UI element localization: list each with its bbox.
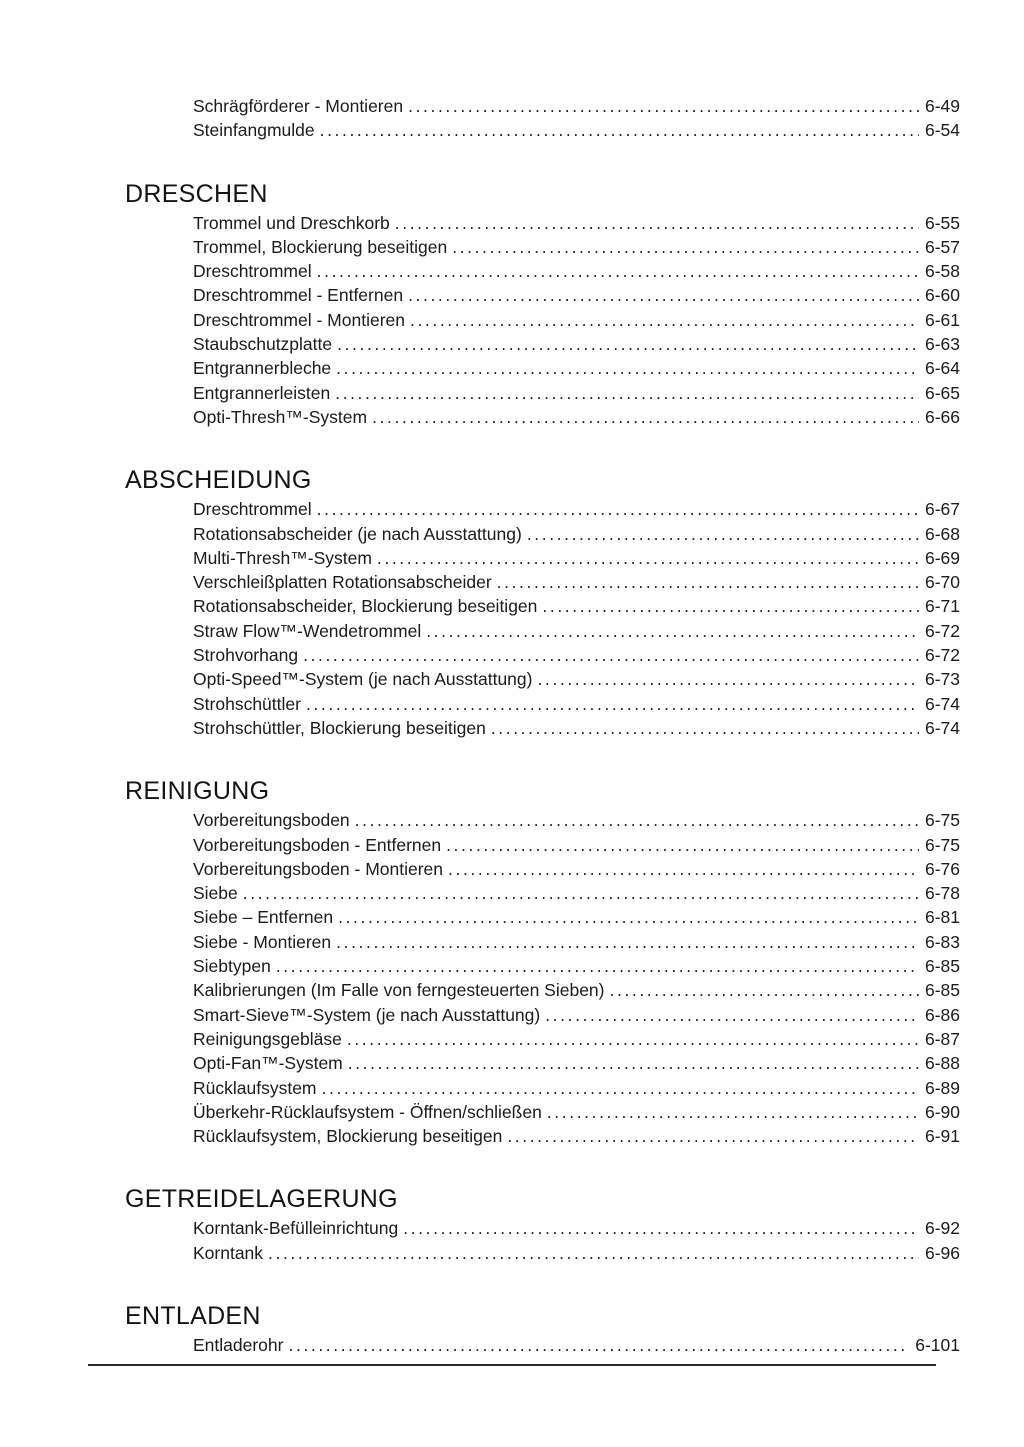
toc-entry xyxy=(193,211,960,235)
entry-label: Korntank xyxy=(193,1242,264,1263)
entry-page-number: 6-66 xyxy=(924,406,960,427)
entry-page-number: 6-60 xyxy=(924,285,960,306)
entry-label: Vorbereitungsboden - Montieren xyxy=(193,858,444,879)
entry-label: Überkehr-Rücklaufsystem - Öffnen/schließen xyxy=(193,1101,542,1122)
entry-page-number: 6-63 xyxy=(924,334,960,355)
entry-label: Trommel, Blockierung beseitigen xyxy=(193,236,448,257)
toc-section-reinigung xyxy=(125,776,960,1148)
dot-leader xyxy=(507,1124,919,1148)
dot-leader xyxy=(408,94,919,118)
toc-entry xyxy=(193,308,960,332)
toc-section-continued xyxy=(125,94,960,143)
toc-entry xyxy=(193,857,960,881)
entry-label: Siebtypen xyxy=(193,956,271,977)
entry-label: Verschleißplatten Rotationsabscheider xyxy=(193,572,492,593)
section-entries xyxy=(193,94,960,143)
entry-label: Siebe xyxy=(193,883,238,904)
toc-entry xyxy=(193,594,960,618)
dot-leader xyxy=(276,954,919,978)
entry-label: Strohschüttler xyxy=(193,693,301,714)
entry-label: Staubschutzplatte xyxy=(193,334,333,355)
toc-entry xyxy=(193,716,960,740)
entry-label: Vorbereitungsboden - Entfernen xyxy=(193,834,442,855)
entry-label: Entgrannerleisten xyxy=(193,382,331,403)
entry-label: Vorbereitungsboden xyxy=(193,810,350,831)
dot-leader xyxy=(317,497,919,521)
entry-page-number: 6-57 xyxy=(924,236,960,257)
entry-page-number: 6-54 xyxy=(924,120,960,141)
entry-page-number: 6-87 xyxy=(924,1028,960,1049)
dot-leader xyxy=(348,1051,919,1075)
dot-leader xyxy=(609,978,918,1002)
toc-entry xyxy=(193,808,960,832)
toc-entry xyxy=(193,235,960,259)
dot-leader xyxy=(408,283,919,307)
entry-page-number: 6-85 xyxy=(924,980,960,1001)
entry-page-number: 6-90 xyxy=(924,1101,960,1122)
entry-page-number: 6-83 xyxy=(924,931,960,952)
entry-page-number: 6-89 xyxy=(924,1077,960,1098)
entry-page-number: 6-75 xyxy=(924,834,960,855)
toc-entry xyxy=(193,833,960,857)
dot-leader xyxy=(491,716,919,740)
entry-page-number: 6-64 xyxy=(924,358,960,379)
entry-page-number: 6-74 xyxy=(924,717,960,738)
toc-entry xyxy=(193,118,960,142)
entry-label: Rücklaufsystem, Blockierung beseitigen xyxy=(193,1126,503,1147)
entry-label: Siebe - Montieren xyxy=(193,931,332,952)
entry-page-number: 6-81 xyxy=(924,907,960,928)
entry-page-number: 6-91 xyxy=(924,1126,960,1147)
entry-page-number: 6-96 xyxy=(924,1242,960,1263)
dot-leader xyxy=(545,1003,919,1027)
entry-label: Multi-Thresh™-System xyxy=(193,547,372,568)
dot-leader xyxy=(288,1333,909,1357)
section-title: ENTLADEN xyxy=(125,1301,261,1330)
section-title: ABSCHEIDUNG xyxy=(125,466,312,495)
dot-leader xyxy=(426,619,919,643)
dot-leader xyxy=(322,1076,919,1100)
entry-page-number: 6-71 xyxy=(924,596,960,617)
toc-entry xyxy=(193,1216,960,1240)
entry-label: Entladerohr xyxy=(193,1334,284,1355)
toc-entry xyxy=(193,1051,960,1075)
entry-label: Rotationsabscheider (je nach Ausstattung) xyxy=(193,523,522,544)
dot-leader xyxy=(347,1027,919,1051)
entry-label: Strohvorhang xyxy=(193,645,299,666)
dot-leader xyxy=(306,692,919,716)
dot-leader xyxy=(336,356,919,380)
toc-entry xyxy=(193,259,960,283)
section-entries xyxy=(193,1333,960,1357)
toc-entry xyxy=(193,667,960,691)
dot-leader xyxy=(410,308,919,332)
toc-entry xyxy=(193,522,960,546)
section-entries xyxy=(193,211,960,430)
entry-label: Rotationsabscheider, Blockierung beseitigen xyxy=(193,596,538,617)
entry-label: Opti-Fan™-System xyxy=(193,1053,343,1074)
toc-entry xyxy=(193,643,960,667)
toc-entry xyxy=(193,94,960,118)
toc-sections xyxy=(125,94,960,1357)
toc-section-entladen xyxy=(125,1301,960,1357)
toc-entry xyxy=(193,1076,960,1100)
entry-label: Dreschtrommel xyxy=(193,261,312,282)
entry-label: Reinigungsgebläse xyxy=(193,1028,342,1049)
entry-label: Strohschüttler, Blockierung beseitigen xyxy=(193,717,486,738)
dot-leader xyxy=(452,235,919,259)
section-title: DRESCHEN xyxy=(125,179,268,208)
toc-entry xyxy=(193,1003,960,1027)
entry-label: Kalibrierungen (Im Falle von ferngesteuerten Sieben) xyxy=(193,980,605,1001)
dot-leader xyxy=(542,594,919,618)
toc-entry xyxy=(193,1100,960,1124)
entry-label: Dreschtrommel xyxy=(193,499,312,520)
entry-label: Korntank-Befülleinrichtung xyxy=(193,1218,399,1239)
entry-page-number: 6-70 xyxy=(924,572,960,593)
toc-entry xyxy=(193,356,960,380)
toc-entry xyxy=(193,381,960,405)
toc-entry xyxy=(193,954,960,978)
entry-page-number: 6-68 xyxy=(924,523,960,544)
entry-page-number: 6-58 xyxy=(924,261,960,282)
toc-entry xyxy=(193,905,960,929)
footer-divider xyxy=(88,1364,936,1366)
entry-page-number: 6-73 xyxy=(924,669,960,690)
entry-label: Smart-Sieve™-System (je nach Ausstattung) xyxy=(193,1004,541,1025)
entry-page-number: 6-75 xyxy=(924,810,960,831)
toc-entry xyxy=(193,1124,960,1148)
toc-entry xyxy=(193,692,960,716)
entry-page-number: 6-92 xyxy=(924,1218,960,1239)
section-title: GETREIDELAGERUNG xyxy=(125,1185,398,1214)
toc-entry xyxy=(193,881,960,905)
toc-entry xyxy=(193,1333,960,1357)
toc-entry xyxy=(193,570,960,594)
entry-label: Opti-Speed™-System (je nach Ausstattung) xyxy=(193,669,533,690)
section-title: REINIGUNG xyxy=(125,777,270,806)
entry-page-number: 6-69 xyxy=(924,547,960,568)
entry-page-number: 6-74 xyxy=(924,693,960,714)
dot-leader xyxy=(497,570,919,594)
dot-leader xyxy=(243,881,919,905)
dot-leader xyxy=(335,381,919,405)
entry-label: Opti-Thresh™-System xyxy=(193,406,368,427)
dot-leader xyxy=(320,118,919,142)
toc-entry xyxy=(193,1241,960,1265)
entry-page-number: 6-86 xyxy=(924,1004,960,1025)
entry-label: Entgrannerbleche xyxy=(193,358,332,379)
entry-page-number: 6-65 xyxy=(924,382,960,403)
dot-leader xyxy=(372,405,919,429)
dot-leader xyxy=(403,1216,919,1240)
dot-leader xyxy=(336,930,919,954)
dot-leader xyxy=(537,667,919,691)
entry-label: Straw Flow™-Wendetrommel xyxy=(193,620,422,641)
dot-leader xyxy=(547,1100,919,1124)
entry-label: Trommel und Dreschkorb xyxy=(193,212,390,233)
toc-entry xyxy=(193,619,960,643)
dot-leader xyxy=(338,905,919,929)
entry-page-number: 6-67 xyxy=(924,499,960,520)
toc-entry xyxy=(193,405,960,429)
toc-entry xyxy=(193,930,960,954)
toc-section-abscheidung xyxy=(125,465,960,740)
dot-leader xyxy=(303,643,919,667)
entry-page-number: 6-72 xyxy=(924,645,960,666)
section-entries xyxy=(193,808,960,1148)
dot-leader xyxy=(337,332,919,356)
dot-leader xyxy=(446,833,919,857)
entry-page-number: 6-55 xyxy=(924,212,960,233)
toc-section-getreidelagerung xyxy=(125,1184,960,1265)
entry-page-number: 6-101 xyxy=(915,1334,960,1355)
entry-label: Dreschtrommel - Entfernen xyxy=(193,285,404,306)
entry-label: Rücklaufsystem xyxy=(193,1077,317,1098)
entry-page-number: 6-88 xyxy=(924,1053,960,1074)
entry-page-number: 6-78 xyxy=(924,883,960,904)
entry-page-number: 6-85 xyxy=(924,956,960,977)
toc-entry xyxy=(193,1027,960,1051)
dot-leader xyxy=(355,808,919,832)
toc-entry xyxy=(193,332,960,356)
dot-leader xyxy=(527,522,919,546)
dot-leader xyxy=(377,546,919,570)
dot-leader xyxy=(317,259,919,283)
entry-page-number: 6-49 xyxy=(924,96,960,116)
toc-entry xyxy=(193,978,960,1002)
entry-page-number: 6-72 xyxy=(924,620,960,641)
toc-entry xyxy=(193,546,960,570)
entry-label: Siebe – Entfernen xyxy=(193,907,334,928)
entry-label: Steinfangmulde xyxy=(193,120,315,141)
entry-label: Schrägförderer - Montieren xyxy=(193,96,404,116)
entry-label: Dreschtrommel - Montieren xyxy=(193,309,405,330)
section-entries xyxy=(193,1216,960,1265)
entry-page-number: 6-76 xyxy=(924,858,960,879)
dot-leader xyxy=(395,211,919,235)
dot-leader xyxy=(268,1241,919,1265)
toc-section-dreschen xyxy=(125,179,960,430)
dot-leader xyxy=(448,857,919,881)
toc-entry xyxy=(193,497,960,521)
section-entries xyxy=(193,497,960,740)
toc-entry xyxy=(193,283,960,307)
entry-page-number: 6-61 xyxy=(924,309,960,330)
